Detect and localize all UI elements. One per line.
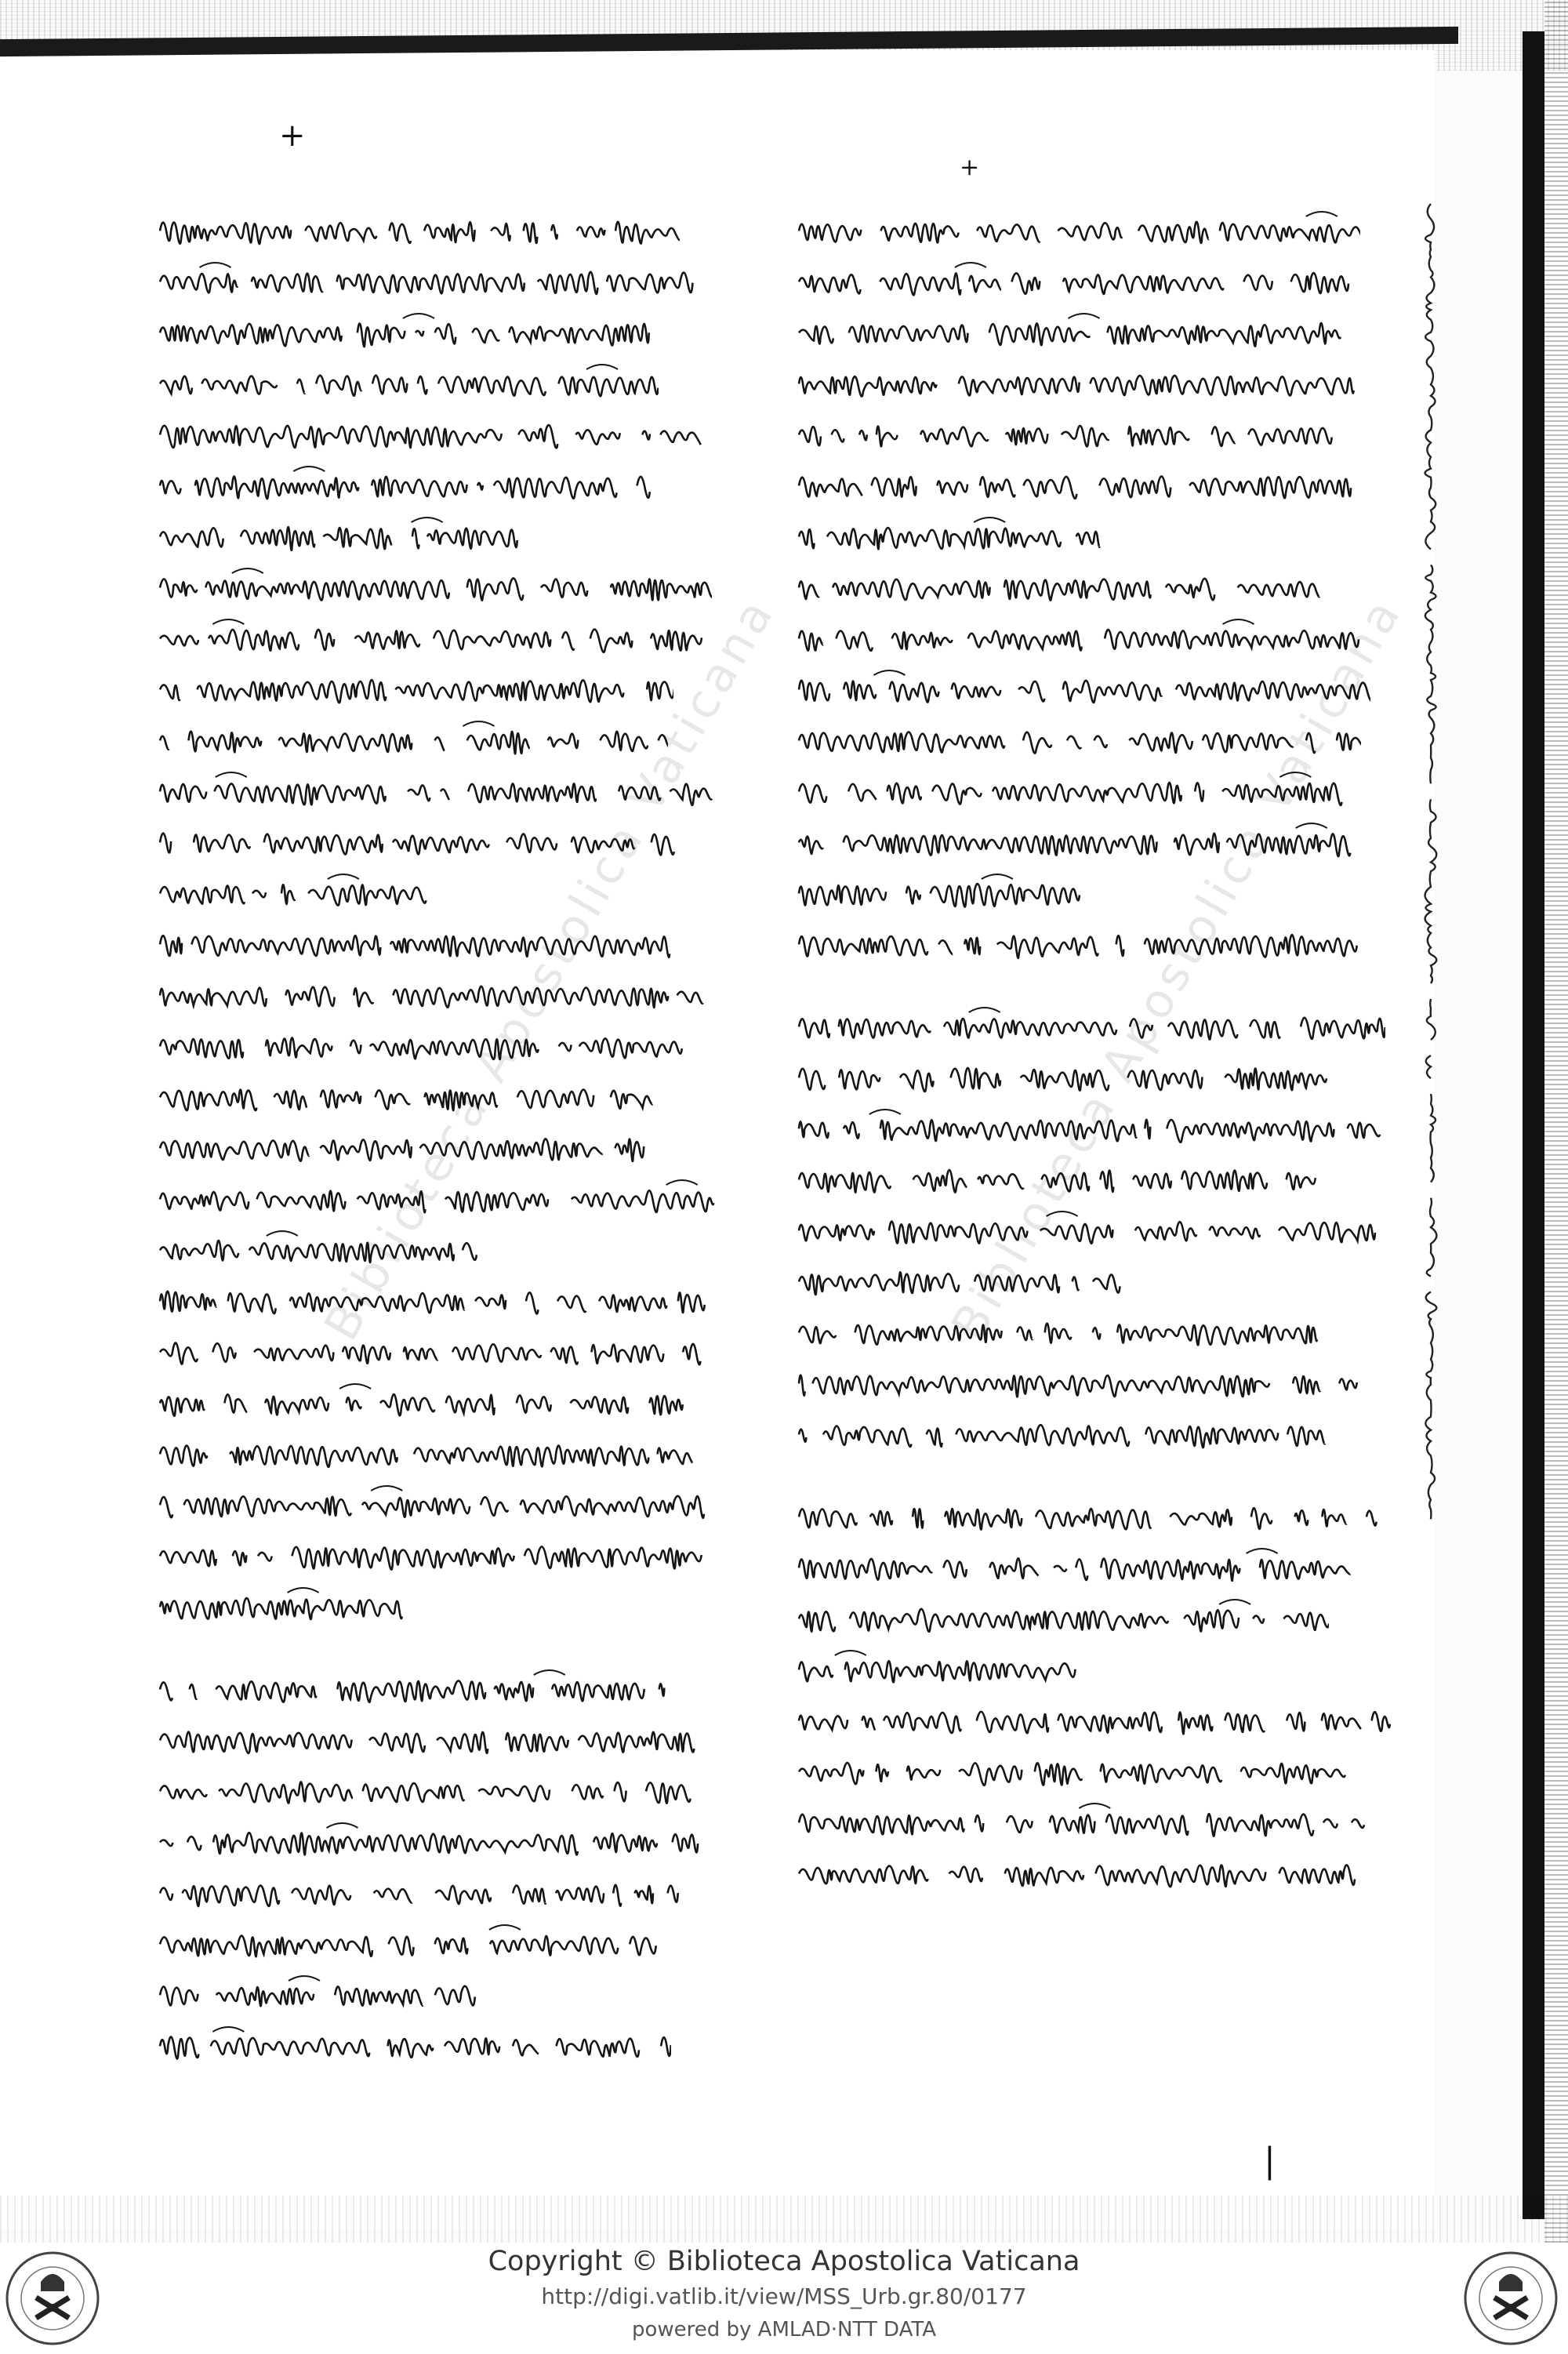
cross-mark-right: +	[960, 154, 980, 181]
handwritten-line	[157, 511, 721, 554]
handwritten-line	[796, 1746, 1392, 1789]
handwritten-line	[157, 1429, 721, 1471]
binding-shadow	[1523, 31, 1544, 2219]
source-url: http://digi.vatlib.it/view/MSS_Urb.gr.80/0177	[541, 2283, 1027, 2309]
handwritten-line	[157, 358, 721, 401]
handwritten-line	[157, 1582, 721, 1624]
handwritten-line	[796, 358, 1392, 401]
handwritten-line	[796, 1001, 1392, 1044]
handwritten-line	[157, 1174, 721, 1216]
handwritten-line	[157, 664, 721, 707]
handwritten-line	[796, 1256, 1392, 1299]
handwritten-line	[157, 1480, 721, 1522]
paragraph-gap	[157, 1633, 721, 1664]
handwritten-line	[157, 613, 721, 656]
binding-noise	[1544, 0, 1568, 2243]
handwritten-line	[157, 2021, 721, 2063]
handwritten-line	[157, 460, 721, 503]
handwritten-line	[796, 460, 1392, 503]
handwritten-line	[796, 511, 1392, 554]
handwritten-line	[157, 307, 721, 350]
handwritten-line	[157, 1327, 721, 1369]
handwritten-line	[796, 715, 1392, 757]
handwritten-line	[796, 1307, 1392, 1350]
text-column-right	[796, 205, 1392, 1899]
handwritten-line	[796, 409, 1392, 452]
watermark-right: Biblioteca Apostolica Vaticana	[941, 587, 1414, 1350]
handwritten-line	[157, 205, 721, 248]
cross-mark-left: +	[279, 118, 306, 154]
handwritten-line	[796, 1409, 1392, 1451]
library-footer	[0, 2243, 1568, 2354]
marginal-note	[1403, 196, 1458, 1529]
handwritten-line	[796, 1205, 1392, 1248]
handwritten-line	[796, 1491, 1392, 1534]
handwritten-line	[157, 1276, 721, 1318]
handwritten-line	[157, 1868, 721, 1910]
handwritten-line	[157, 1021, 721, 1063]
handwritten-line	[796, 817, 1392, 859]
watermark-left: Biblioteca Apostolica Vaticana	[314, 587, 786, 1350]
handwritten-line	[157, 1715, 721, 1757]
handwritten-line	[796, 1358, 1392, 1400]
handwritten-line	[796, 562, 1392, 605]
handwritten-line	[796, 307, 1392, 350]
handwritten-line	[796, 664, 1392, 707]
text-column-left	[157, 205, 721, 2072]
handwritten-line	[157, 1766, 721, 1808]
paragraph-gap	[796, 970, 1392, 1001]
handwritten-line	[796, 1593, 1392, 1636]
handwritten-line	[157, 1225, 721, 1267]
handwritten-line	[157, 409, 721, 452]
handwritten-line	[157, 817, 721, 859]
vatican-seal-right-icon	[1460, 2250, 1562, 2346]
handwritten-line	[796, 1154, 1392, 1197]
handwritten-line	[157, 766, 721, 808]
handwritten-line	[157, 1072, 721, 1114]
scan-noise-bottom	[0, 2196, 1568, 2243]
handwritten-line	[796, 613, 1392, 656]
powered-by-text: powered by AMLAD·NTT DATA	[631, 2318, 937, 2341]
handwritten-line	[157, 970, 721, 1012]
handwritten-line	[796, 1848, 1392, 1891]
handwritten-line	[796, 1542, 1392, 1585]
handwritten-line	[796, 1695, 1392, 1738]
handwritten-line	[157, 256, 721, 299]
handwritten-line	[157, 1970, 721, 2012]
handwritten-line	[796, 1644, 1392, 1687]
handwritten-line	[796, 1103, 1392, 1146]
handwritten-line	[157, 715, 721, 757]
handwritten-line	[157, 1919, 721, 1961]
handwritten-line	[157, 919, 721, 961]
handwritten-line	[157, 1123, 721, 1165]
handwritten-line	[157, 1817, 721, 1859]
handwritten-line	[157, 562, 721, 605]
handwritten-line	[796, 256, 1392, 299]
handwritten-line	[796, 919, 1392, 961]
handwritten-line	[796, 766, 1392, 808]
paragraph-gap	[796, 1460, 1392, 1491]
handwritten-line	[157, 868, 721, 910]
handwritten-line	[796, 868, 1392, 910]
page-mark: |	[1264, 2141, 1276, 2181]
handwritten-line	[796, 1797, 1392, 1840]
handwritten-line	[157, 1378, 721, 1420]
handwritten-line	[796, 1052, 1392, 1095]
handwritten-line	[157, 1531, 721, 1573]
handwritten-line	[157, 1664, 721, 1706]
copyright-text: Copyright © Biblioteca Apostolica Vaticana	[488, 2246, 1080, 2277]
handwritten-line	[796, 205, 1392, 248]
